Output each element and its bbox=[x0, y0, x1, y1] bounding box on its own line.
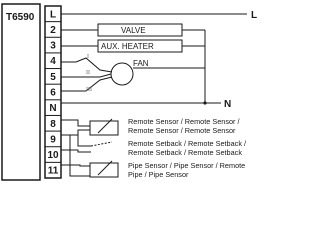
fan-speed-2-label: II bbox=[86, 70, 90, 76]
fan-speed-1-label: I bbox=[87, 54, 89, 60]
remote-setback-text-2: Remote Setback / Remote Setback bbox=[128, 148, 242, 157]
remote-sensor-text-2: Remote Sensor / Remote Sensor bbox=[128, 126, 236, 135]
terminal-strip bbox=[45, 6, 61, 178]
pipe-sensor-wire-a bbox=[61, 165, 90, 166]
fan-motor-icon bbox=[111, 63, 133, 85]
live-supply-label: L bbox=[251, 10, 258, 21]
terminal-6-label: 6 bbox=[50, 87, 56, 99]
remote-sensor-wire-a bbox=[61, 120, 90, 126]
pipe-sensor-text-2: Pipe / Pipe Sensor bbox=[128, 170, 189, 179]
terminal-3-label: 3 bbox=[50, 40, 56, 52]
return-bus-junction bbox=[203, 101, 206, 104]
remote-setback-contact bbox=[91, 142, 112, 146]
terminal-8-label: 8 bbox=[50, 118, 56, 130]
neutral-supply-label: N bbox=[224, 99, 232, 110]
pipe-sensor-icon bbox=[90, 163, 118, 177]
terminal-10-label: 10 bbox=[47, 150, 59, 162]
terminal-n-label: N bbox=[49, 103, 57, 115]
terminal-9-label: 9 bbox=[50, 134, 56, 146]
pipe-sensor-wire-b bbox=[70, 135, 90, 176]
valve-label: VALVE bbox=[121, 26, 146, 35]
model-label: T6590 bbox=[6, 12, 35, 23]
terminal-4-label: 4 bbox=[50, 56, 56, 68]
remote-sensor-text-1: Remote Sensor / Remote Sensor / bbox=[128, 117, 240, 126]
aux-heater-label: AUX. HEATER bbox=[101, 42, 154, 51]
pipe-sensor-text-1: Pipe Sensor / Pipe Sensor / Remote bbox=[128, 161, 246, 170]
thermostat-body bbox=[2, 4, 40, 180]
terminal-l-label: L bbox=[49, 9, 57, 21]
terminal-11-label: 11 bbox=[47, 165, 59, 177]
terminal-5-label: 5 bbox=[50, 71, 56, 83]
fan-speed-3-label: III bbox=[86, 87, 92, 93]
remote-sensor-icon bbox=[90, 121, 118, 135]
remote-sensor-wire-b bbox=[61, 130, 90, 135]
fan-label: FAN bbox=[133, 59, 149, 68]
remote-setback-wire-a bbox=[61, 135, 91, 146]
remote-setback-text-1: Remote Setback / Remote Setback / bbox=[128, 139, 247, 148]
terminal-2-label: 2 bbox=[50, 24, 56, 36]
remote-setback-wire-b bbox=[61, 150, 91, 152]
